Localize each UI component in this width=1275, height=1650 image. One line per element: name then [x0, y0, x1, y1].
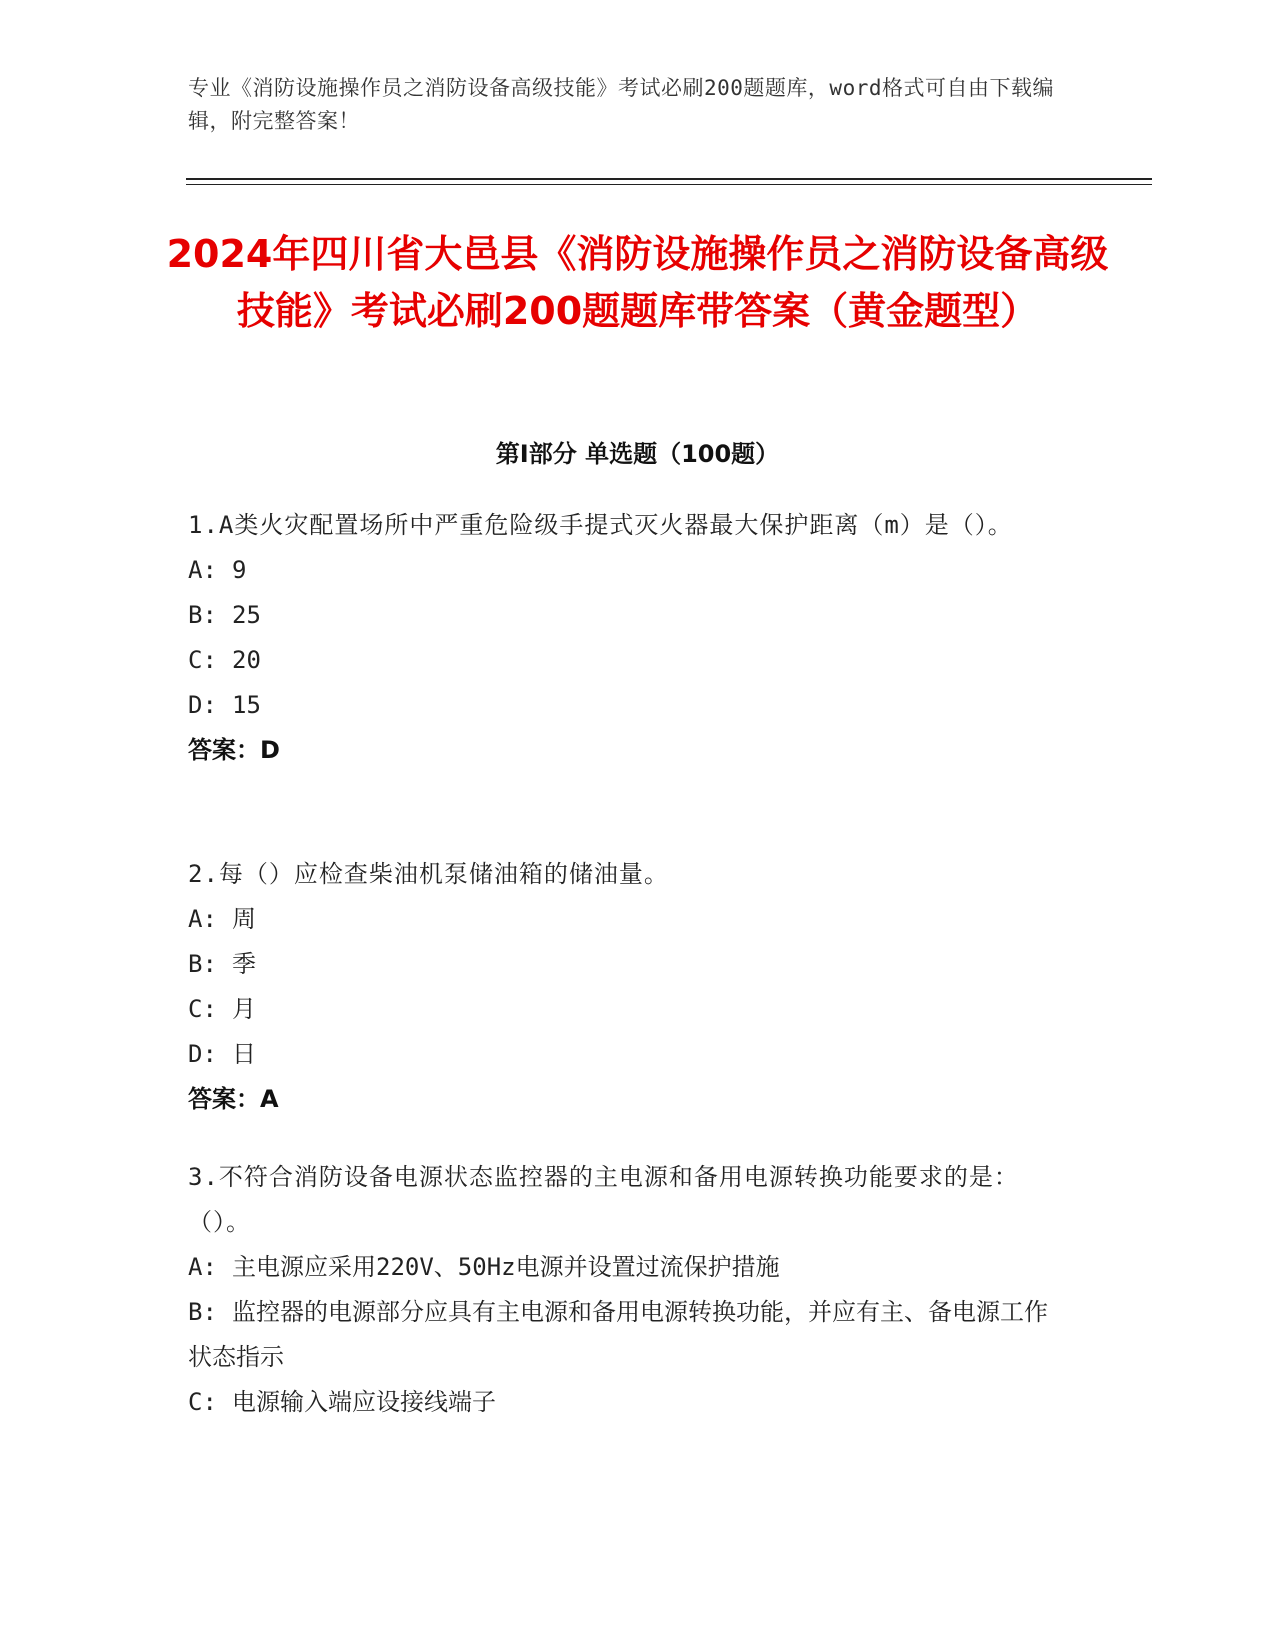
question-stem: 2.每（）应检查柴油机泵储油箱的储油量。 — [188, 860, 669, 888]
option-label: A: — [188, 1253, 217, 1281]
option-d — [188, 683, 1068, 728]
header-divider-thin — [186, 184, 1152, 185]
option-c — [188, 987, 1068, 1032]
option-d — [188, 1032, 1068, 1077]
question-2 — [188, 852, 1068, 1122]
option-b — [188, 1290, 1068, 1380]
option-label: A: — [188, 556, 217, 584]
option-c — [188, 638, 1068, 683]
document-title: 2024年四川省大邑县《消防设施操作员之消防设备高级技能》考试必刷200题题库带答案（黄金题型） — [166, 232, 1109, 333]
option-label: A: — [188, 905, 217, 933]
option-text: 监控器的电源部分应具有主电源和备用电源转换功能，并应有主、备电源工作状态指示 — [188, 1298, 1048, 1371]
option-text: 25 — [232, 601, 261, 629]
question-1 — [188, 503, 1068, 773]
option-label: D: — [188, 691, 217, 719]
option-label: B: — [188, 1298, 217, 1326]
option-text: 日 — [232, 1040, 256, 1068]
answer-line: 答案：D — [188, 736, 280, 764]
option-text: 电源输入端应设接线端子 — [232, 1388, 496, 1416]
option-label: C: — [188, 995, 217, 1023]
option-label: C: — [188, 1388, 217, 1416]
question-stem: 3.不符合消防设备电源状态监控器的主电源和备用电源转换功能要求的是：（）。 — [188, 1163, 1019, 1236]
option-text: 主电源应采用220V、50Hz电源并设置过流保护措施 — [232, 1253, 780, 1281]
option-label: D: — [188, 1040, 217, 1068]
header-note: 专业《消防设施操作员之消防设备高级技能》考试必刷200题题库，word格式可自由下载编辑，附完整答案！ — [188, 76, 1054, 133]
option-a — [188, 1245, 1068, 1290]
section-heading: 第I部分 单选题（100题） — [495, 440, 780, 468]
option-a — [188, 548, 1068, 593]
option-text: 季 — [232, 950, 256, 978]
option-text: 周 — [232, 905, 256, 933]
option-text: 9 — [232, 556, 247, 584]
option-text: 15 — [232, 691, 261, 719]
header-divider-thick — [186, 178, 1152, 180]
option-c — [188, 1380, 1068, 1425]
option-text: 月 — [232, 995, 256, 1023]
option-b — [188, 593, 1068, 638]
option-label: B: — [188, 950, 217, 978]
option-a — [188, 897, 1068, 942]
option-label: B: — [188, 601, 217, 629]
question-3 — [188, 1155, 1068, 1425]
answer-line: 答案：A — [188, 1085, 279, 1113]
option-label: C: — [188, 646, 217, 674]
option-b — [188, 942, 1068, 987]
option-text: 20 — [232, 646, 261, 674]
question-stem: 1.A类火灾配置场所中严重危险级手提式灭火器最大保护距离（m）是（）。 — [188, 511, 1013, 539]
